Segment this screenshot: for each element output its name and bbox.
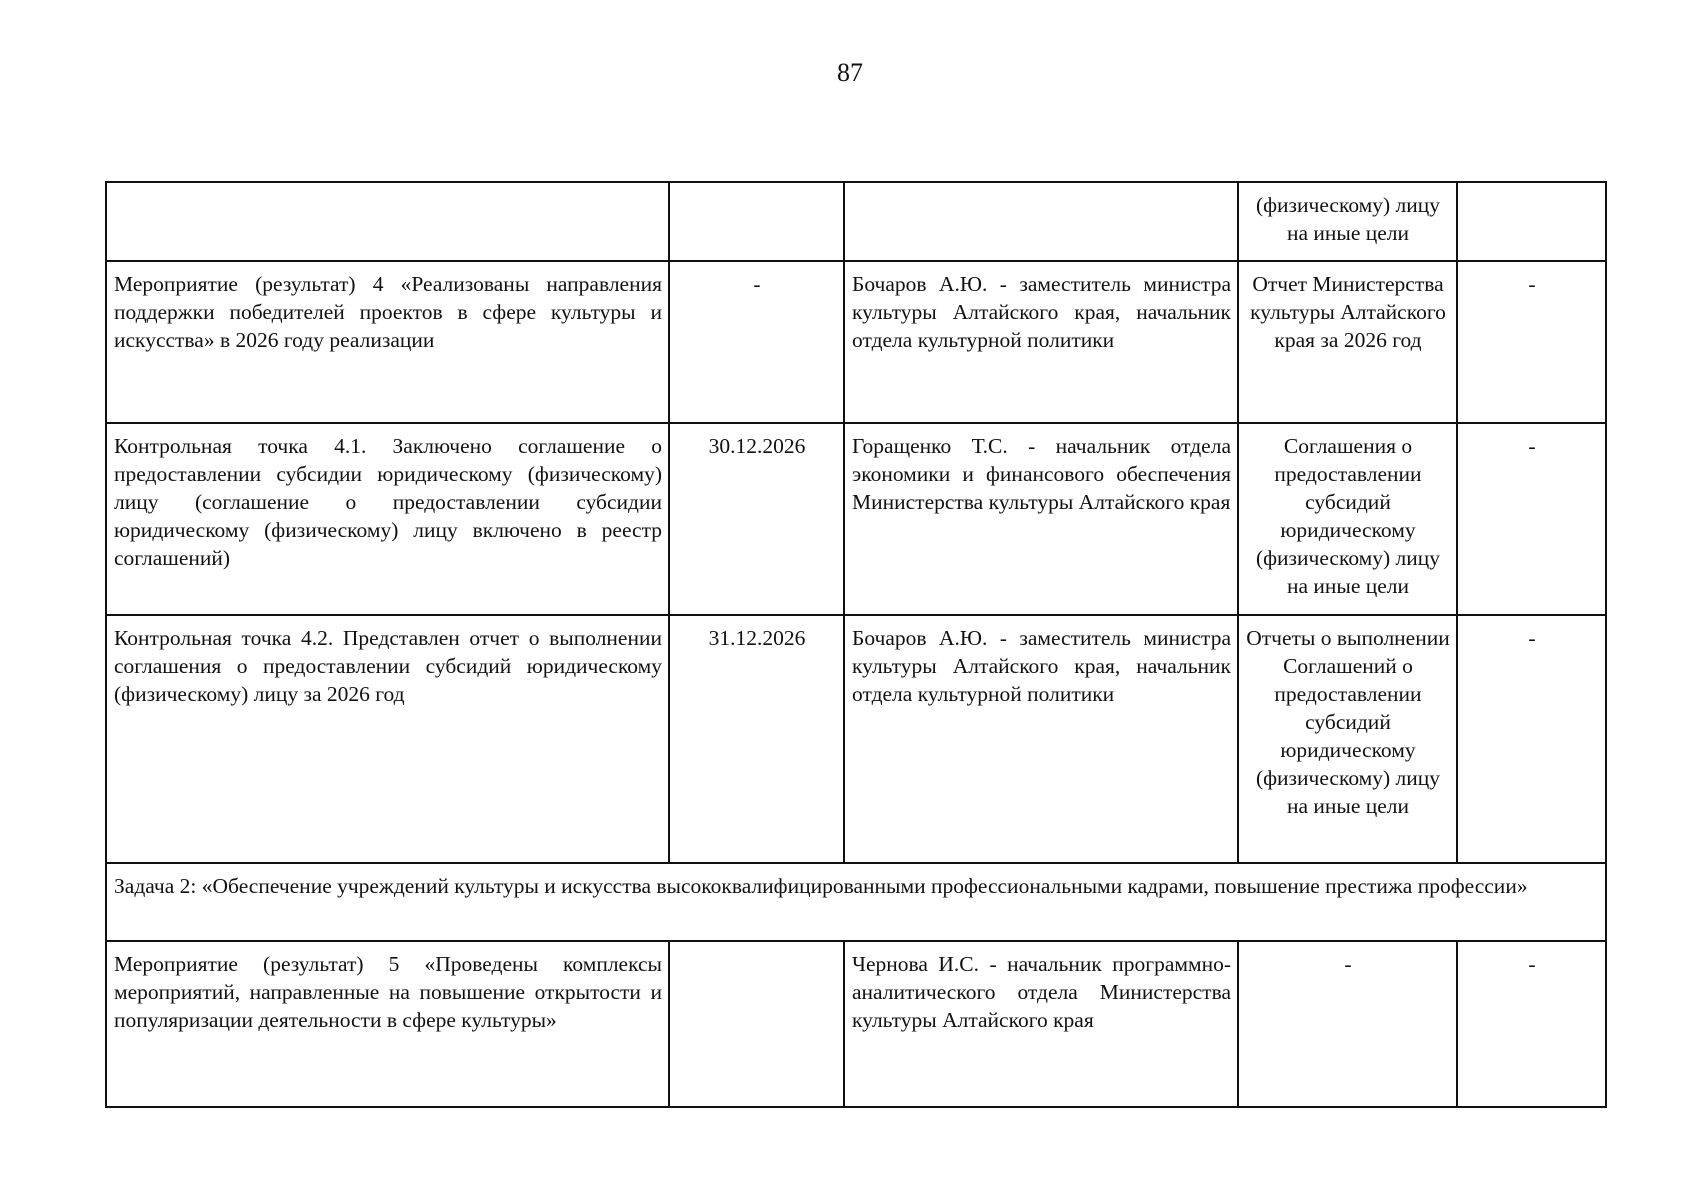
event-name-cell: Мероприятие (результат) 5 «Проведены комплексы мероприятий, направленные на повышение открытости и популяризации деятельности в сфере культуры» (106, 941, 669, 1107)
table-row (106, 423, 1606, 615)
responsible-cell (844, 182, 1238, 261)
system-cell: - (1457, 423, 1606, 615)
document-cell: Соглашения о предоставлении субсидий юридическому (физическому) лицу на иные цели (1238, 423, 1457, 615)
system-cell (1457, 182, 1606, 261)
event-name-cell: Контрольная точка 4.2. Представлен отчет о выполнении соглашения о предоставлении субсидий юридическому (физическому) лицу за 2026 год (106, 615, 669, 863)
deadline-cell: 31.12.2026 (669, 615, 844, 863)
table-row (106, 261, 1606, 423)
document-cell: (физическому) лицу на иные цели (1238, 182, 1457, 261)
task-heading: Задача 2: «Обеспечение учреждений культуры и искусства высококвалифицированными профессиональными кадрами, повышение престижа профессии» (106, 863, 1606, 941)
responsible-cell: Горащенко Т.С. - начальник отдела экономики и финансового обеспечения Министерства культуры Алтайского края (844, 423, 1238, 615)
responsible-cell: Бочаров А.Ю. - заместитель министра культуры Алтайского края, начальник отдела культурной политики (844, 615, 1238, 863)
task-row (106, 863, 1606, 941)
responsible-cell: Чернова И.С. - начальник программно-аналитического отдела Министерства культуры Алтайского края (844, 941, 1238, 1107)
document-cell: - (1238, 941, 1457, 1107)
table-row (106, 182, 1606, 261)
deadline-cell: - (669, 261, 844, 423)
event-name-cell: Контрольная точка 4.1. Заключено соглашение о предоставлении субсидии юридическому (физическому) лицу (соглашение о предоставлении субсидии юридическому (физическому) лицу включено в реестр соглашений) (106, 423, 669, 615)
document-cell: Отчет Министерства культуры Алтайского края за 2026 год (1238, 261, 1457, 423)
system-cell: - (1457, 615, 1606, 863)
document-cell: Отчеты о выполнении Соглашений о предоставлении субсидий юридическому (физическому) лицу на иные цели (1238, 615, 1457, 863)
table-row (106, 615, 1606, 863)
system-cell: - (1457, 941, 1606, 1107)
page-number: 87 (837, 58, 863, 87)
event-name-cell: Мероприятие (результат) 4 «Реализованы направления поддержки победителей проектов в сфере культуры и искусства» в 2026 году реализации (106, 261, 669, 423)
responsible-cell: Бочаров А.Ю. - заместитель министра культуры Алтайского края, начальник отдела культурной политики (844, 261, 1238, 423)
event-name-cell (106, 182, 669, 261)
deadline-cell: 30.12.2026 (669, 423, 844, 615)
plan-table (105, 181, 1607, 1108)
table-row (106, 941, 1606, 1107)
system-cell: - (1457, 261, 1606, 423)
deadline-cell (669, 941, 844, 1107)
deadline-cell (669, 182, 844, 261)
